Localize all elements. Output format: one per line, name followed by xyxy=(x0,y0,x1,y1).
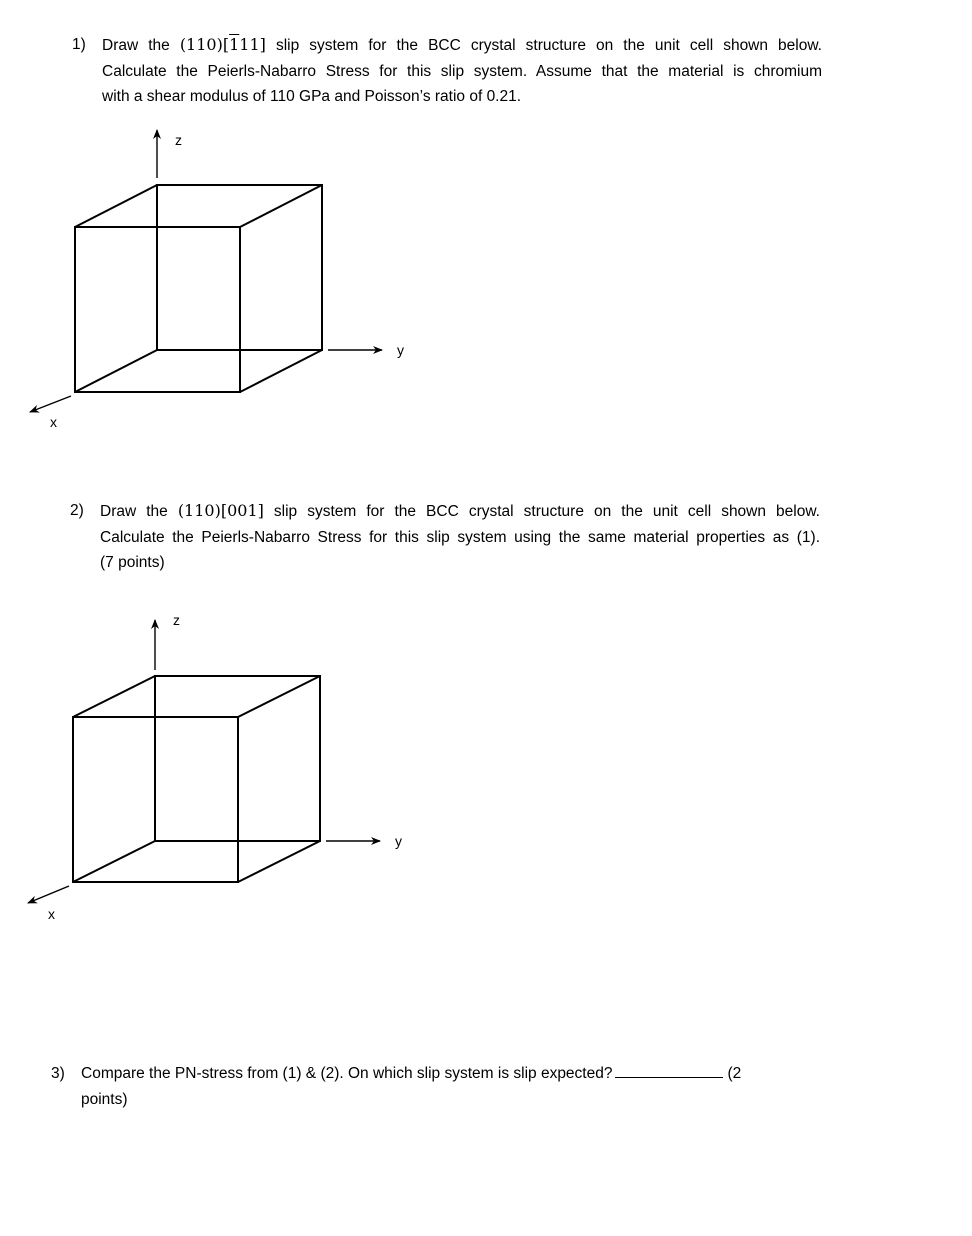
question-1-line-1: Draw the (110)[111] slip system for the BCC crystal structure on the unit cell shown below. xyxy=(102,35,822,54)
question-1-line-2: Calculate the Peierls-Nabarro Stress for this slip system. Assume that the material is chromium xyxy=(102,62,822,80)
question-2-number: 2) xyxy=(70,502,84,519)
question-3-line-2: points) xyxy=(81,1090,128,1108)
question-1-line-3: with a shear modulus of 110 GPa and Poisson’s ratio of 0.21. xyxy=(102,88,522,105)
unit-cell-diagram-2 xyxy=(0,610,430,930)
slip-system-1-notation: (110)[111] xyxy=(179,35,266,54)
cube-edges xyxy=(73,676,320,882)
question-2-line-3: (7 points) xyxy=(100,554,165,571)
question-3-number: 3) xyxy=(51,1065,65,1082)
y-axis-label: y xyxy=(395,833,402,849)
slip-system-2-notation: (110)[001] xyxy=(177,501,264,520)
x-axis-label: x xyxy=(48,906,55,922)
unit-cell-diagram-1 xyxy=(0,120,430,440)
x-axis-arrow xyxy=(28,886,69,903)
answer-blank[interactable] xyxy=(615,1063,723,1078)
z-axis-label: z xyxy=(173,612,180,628)
z-axis-label: z xyxy=(175,132,182,148)
question-1-number: 1) xyxy=(72,36,86,53)
question-3-line-1: Compare the PN-stress from (1) & (2). On which slip system is slip expected? (2 xyxy=(81,1065,742,1082)
question-2-line-1: Draw the (110)[001] slip system for the BCC crystal structure on the unit cell shown below. xyxy=(100,501,820,520)
question-2-line-2: Calculate the Peierls-Nabarro Stress for this slip system using the same material properties as (1). xyxy=(100,528,820,546)
cube-edges xyxy=(75,185,322,392)
x-axis-label: x xyxy=(50,414,57,430)
x-axis-arrow xyxy=(30,396,71,412)
y-axis-label: y xyxy=(397,342,404,358)
